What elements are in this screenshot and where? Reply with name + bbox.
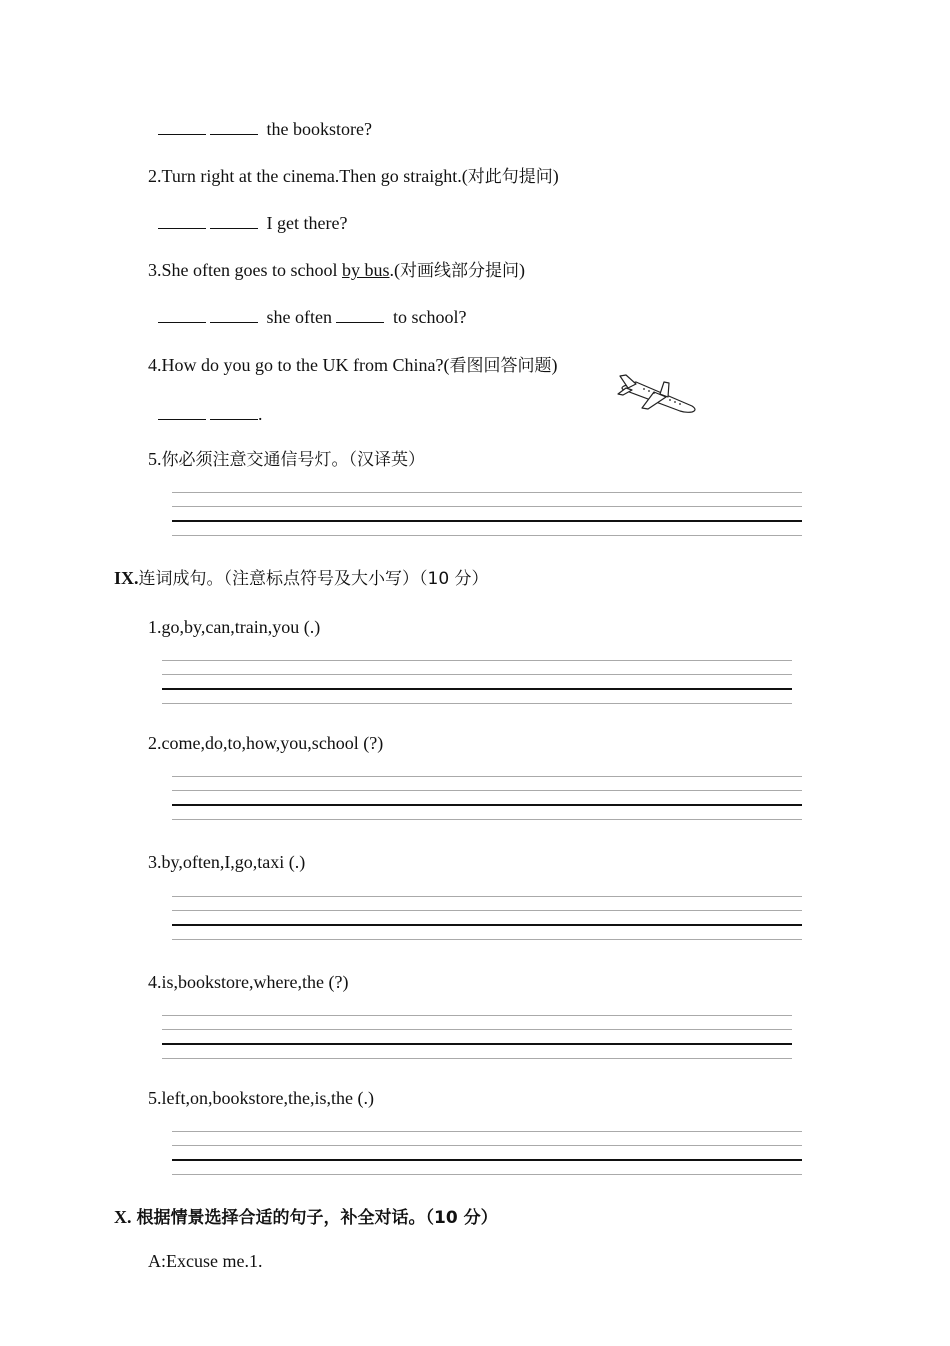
answer-line-1 — [158, 118, 372, 140]
question-4 — [148, 354, 557, 377]
scramble-item-2: 2.come,do,to,how,you,school (?) — [148, 733, 384, 753]
answer-text: . — [258, 404, 263, 424]
airplane-icon — [614, 370, 700, 420]
paren: ) — [551, 355, 558, 375]
blank[interactable] — [336, 306, 384, 323]
answer-line-2 — [158, 212, 347, 234]
instruction-text: 对画线部分提问 — [400, 261, 519, 281]
writing-lines[interactable] — [162, 660, 792, 706]
blank[interactable] — [158, 403, 206, 420]
writing-lines[interactable] — [172, 896, 802, 942]
section-number: IX. — [114, 568, 139, 588]
question-text: 3.She often goes to school — [148, 260, 342, 280]
question-number: 5. — [148, 449, 162, 469]
scramble-item-3: 3.by,often,I,go,taxi (.) — [148, 852, 306, 872]
question-text: 2.Turn right at the cinema.Then go straight.( — [148, 166, 468, 186]
question-2 — [148, 165, 559, 188]
section-title: 连词成句。（注意标点符号及大小写）（10 分） — [138, 569, 489, 589]
writing-lines[interactable] — [162, 1015, 792, 1061]
answer-text: to school? — [392, 307, 467, 327]
section-heading-x — [114, 1206, 498, 1229]
scramble-item-1: 1.go,by,can,train,you (.) — [148, 617, 321, 637]
instruction-text: 看图回答问题 — [449, 356, 552, 376]
blank[interactable] — [210, 212, 258, 229]
section-number: X. — [114, 1207, 132, 1227]
blank[interactable] — [158, 212, 206, 229]
blank[interactable] — [210, 403, 258, 420]
scramble-item-5: 5.left,on,bookstore,the,is,the (.) — [148, 1088, 374, 1108]
dialogue-line-1: A:Excuse me.1. — [148, 1251, 263, 1271]
question-text: 你必须注意交通信号灯。（汉译英） — [161, 450, 425, 470]
punct: .( — [389, 260, 400, 280]
answer-line-4 — [158, 403, 263, 425]
underlined-phrase: by bus — [341, 260, 390, 280]
writing-lines[interactable] — [172, 492, 802, 538]
section-heading-ix — [114, 567, 489, 590]
blank[interactable] — [158, 306, 206, 323]
scramble-item-4: 4.is,bookstore,where,the (?) — [148, 972, 349, 992]
instruction-text: 对此句提问 — [467, 167, 553, 187]
section-title: 根据情景选择合适的句子，补全对话。（10 分） — [136, 1208, 498, 1228]
answer-text: she often — [266, 307, 332, 327]
answer-line-3 — [158, 306, 466, 328]
answer-text: the bookstore? — [266, 119, 372, 139]
writing-lines[interactable] — [172, 776, 802, 822]
blank[interactable] — [210, 118, 258, 135]
question-5 — [148, 448, 425, 471]
paren: ) — [552, 166, 559, 186]
blank[interactable] — [158, 118, 206, 135]
writing-lines[interactable] — [172, 1131, 802, 1177]
question-3 — [148, 259, 525, 282]
paren: ) — [519, 260, 525, 280]
answer-text: I get there? — [266, 213, 348, 233]
blank[interactable] — [210, 306, 258, 323]
question-text: 4.How do you go to the UK from China?( — [148, 355, 450, 375]
